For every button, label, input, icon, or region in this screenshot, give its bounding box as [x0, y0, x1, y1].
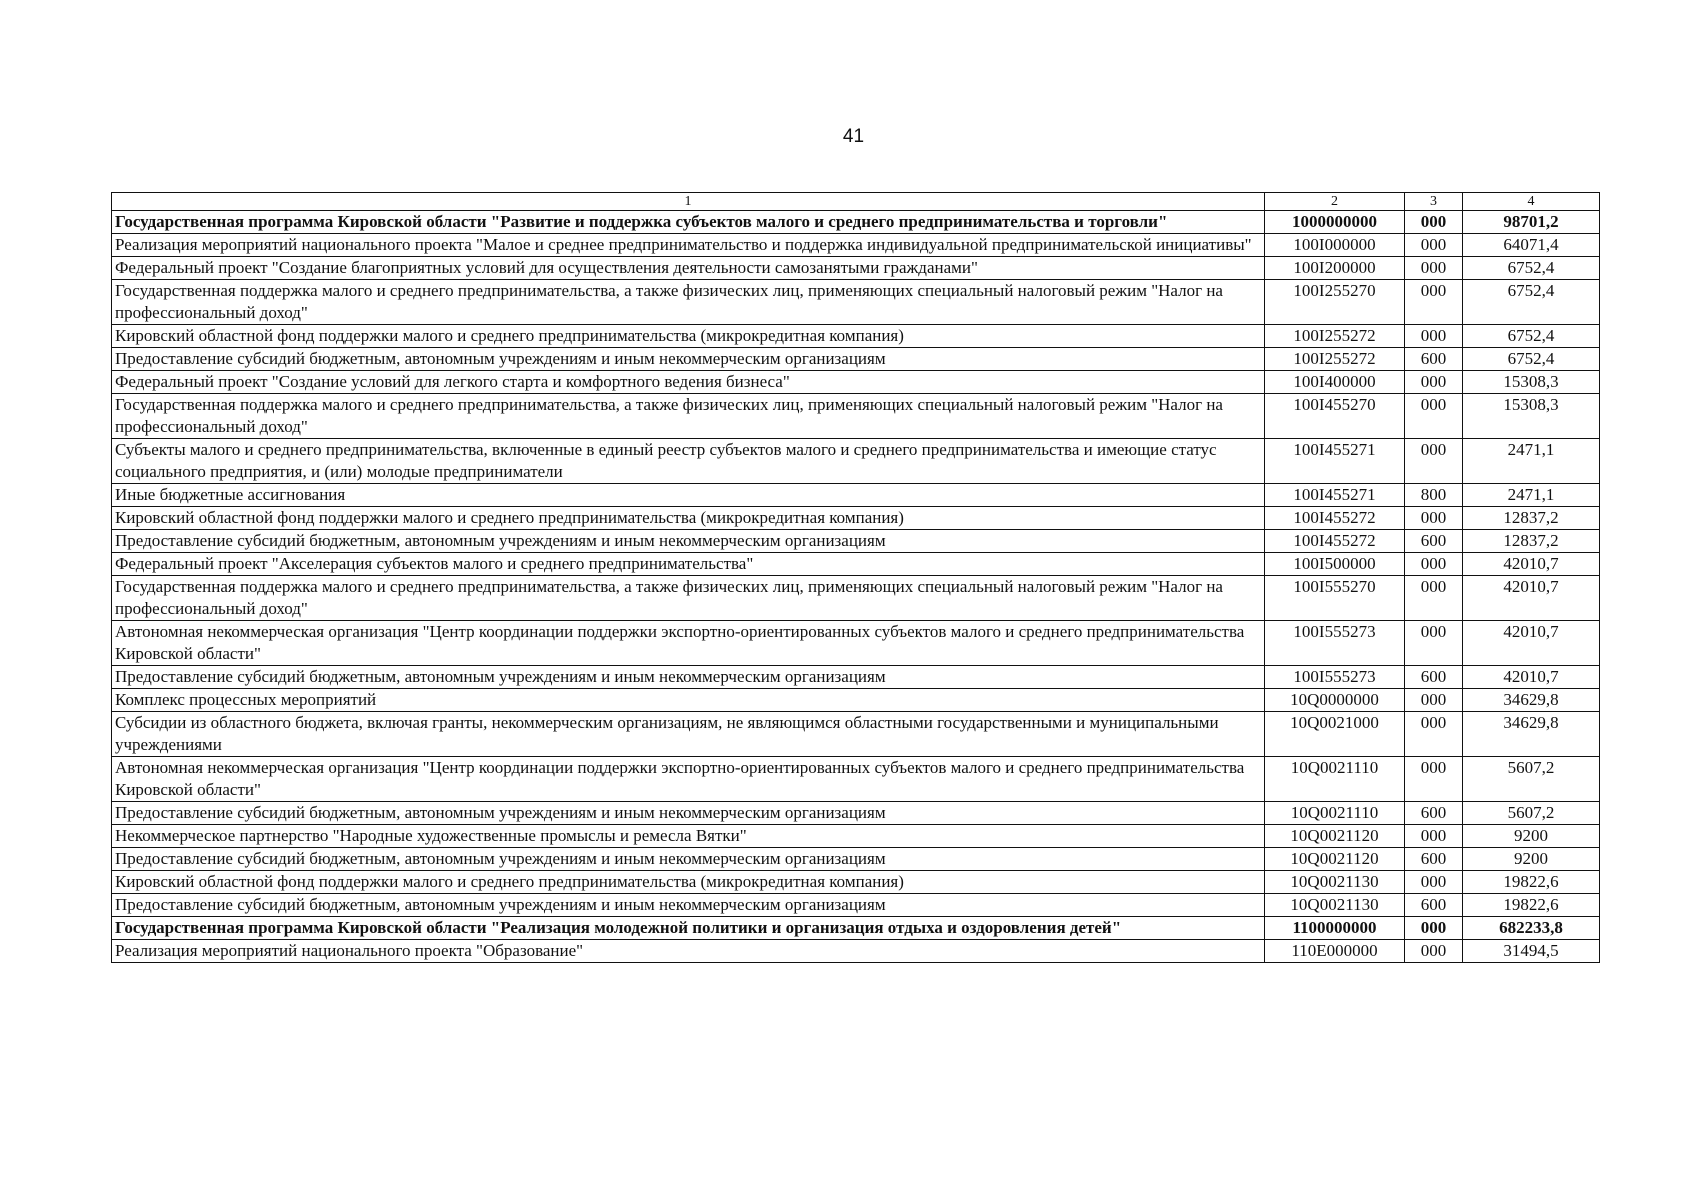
row-code: 100I255272 [1265, 348, 1405, 371]
table-row [112, 802, 1600, 825]
row-expense-type: 600 [1405, 894, 1463, 917]
table-row [112, 439, 1600, 484]
table-row [112, 507, 1600, 530]
table-header-row [112, 193, 1600, 211]
row-code: 10Q0021110 [1265, 757, 1405, 802]
row-code: 10Q0000000 [1265, 689, 1405, 712]
row-code: 100I000000 [1265, 234, 1405, 257]
table-row [112, 394, 1600, 439]
table-row [112, 484, 1600, 507]
row-amount: 6752,4 [1463, 257, 1600, 280]
row-code: 100I455270 [1265, 394, 1405, 439]
row-amount: 9200 [1463, 825, 1600, 848]
row-expense-type: 000 [1405, 712, 1463, 757]
table-row [112, 553, 1600, 576]
row-expense-type: 000 [1405, 371, 1463, 394]
table-row [112, 712, 1600, 757]
row-amount: 42010,7 [1463, 576, 1600, 621]
table-row [112, 825, 1600, 848]
row-code: 10Q0021120 [1265, 848, 1405, 871]
row-expense-type: 600 [1405, 666, 1463, 689]
row-amount: 682233,8 [1463, 917, 1600, 940]
row-name: Иные бюджетные ассигнования [112, 484, 1265, 507]
row-amount: 34629,8 [1463, 689, 1600, 712]
table-row [112, 871, 1600, 894]
row-amount: 64071,4 [1463, 234, 1600, 257]
row-expense-type: 000 [1405, 576, 1463, 621]
row-code: 100I255272 [1265, 325, 1405, 348]
row-name: Предоставление субсидий бюджетным, автономным учреждениям и иным некоммерческим организациям [112, 848, 1265, 871]
row-code: 100I255270 [1265, 280, 1405, 325]
column-header-2: 2 [1265, 193, 1405, 211]
row-name: Предоставление субсидий бюджетным, автономным учреждениям и иным некоммерческим организациям [112, 348, 1265, 371]
row-expense-type: 600 [1405, 348, 1463, 371]
row-expense-type: 000 [1405, 689, 1463, 712]
row-name: Федеральный проект "Создание условий для легкого старта и комфортного ведения бизнеса" [112, 371, 1265, 394]
row-name: Предоставление субсидий бюджетным, автономным учреждениям и иным некоммерческим организациям [112, 802, 1265, 825]
row-code: 10Q0021000 [1265, 712, 1405, 757]
row-code: 1000000000 [1265, 211, 1405, 234]
row-code: 100I455271 [1265, 484, 1405, 507]
row-expense-type: 000 [1405, 757, 1463, 802]
row-code: 100I555273 [1265, 621, 1405, 666]
row-amount: 5607,2 [1463, 802, 1600, 825]
table-row [112, 666, 1600, 689]
column-header-3: 3 [1405, 193, 1463, 211]
row-name: Федеральный проект "Акселерация субъектов малого и среднего предпринимательства" [112, 553, 1265, 576]
budget-table [111, 192, 1600, 963]
row-code: 100I500000 [1265, 553, 1405, 576]
row-expense-type: 000 [1405, 234, 1463, 257]
row-code: 100I400000 [1265, 371, 1405, 394]
table-row [112, 621, 1600, 666]
row-code: 10Q0021110 [1265, 802, 1405, 825]
row-name: Кировский областной фонд поддержки малого и среднего предпринимательства (микрокредитная компания) [112, 325, 1265, 348]
row-expense-type: 000 [1405, 917, 1463, 940]
table-row [112, 940, 1600, 963]
row-name: Субсидии из областного бюджета, включая гранты, некоммерческим организациям, не являющимся областными государственными и муниципальными учреждениями [112, 712, 1265, 757]
table-row [112, 757, 1600, 802]
row-name: Некоммерческое партнерство "Народные художественные промыслы и ремесла Вятки" [112, 825, 1265, 848]
row-code: 100I455272 [1265, 530, 1405, 553]
row-expense-type: 000 [1405, 507, 1463, 530]
row-name: Государственная программа Кировской области "Реализация молодежной политики и организация отдыха и оздоровления детей" [112, 917, 1265, 940]
row-name: Предоставление субсидий бюджетным, автономным учреждениям и иным некоммерческим организациям [112, 894, 1265, 917]
row-name: Федеральный проект "Создание благоприятных условий для осуществления деятельности самозанятыми гражданами" [112, 257, 1265, 280]
row-expense-type: 800 [1405, 484, 1463, 507]
row-amount: 2471,1 [1463, 439, 1600, 484]
row-expense-type: 600 [1405, 530, 1463, 553]
row-amount: 98701,2 [1463, 211, 1600, 234]
row-code: 100I455271 [1265, 439, 1405, 484]
row-expense-type: 000 [1405, 211, 1463, 234]
table-row [112, 848, 1600, 871]
row-code: 100I200000 [1265, 257, 1405, 280]
row-expense-type: 000 [1405, 940, 1463, 963]
row-name: Автономная некоммерческая организация "Центр координации поддержки экспортно-ориентированных субъектов малого и среднего предпринимательства Кировской области" [112, 621, 1265, 666]
row-name: Реализация мероприятий национального проекта "Образование" [112, 940, 1265, 963]
table-row [112, 530, 1600, 553]
row-name: Государственная поддержка малого и среднего предпринимательства, а также физических лиц, применяющих специальный налоговый режим "Налог на профессиональный доход" [112, 394, 1265, 439]
table-row [112, 211, 1600, 234]
row-amount: 15308,3 [1463, 371, 1600, 394]
row-amount: 6752,4 [1463, 280, 1600, 325]
row-expense-type: 000 [1405, 871, 1463, 894]
row-name: Реализация мероприятий национального проекта "Малое и среднее предпринимательство и поддержка индивидуальной предпринимательской инициативы" [112, 234, 1265, 257]
table-row [112, 257, 1600, 280]
row-amount: 42010,7 [1463, 621, 1600, 666]
row-amount: 15308,3 [1463, 394, 1600, 439]
column-header-1: 1 [112, 193, 1265, 211]
row-amount: 42010,7 [1463, 553, 1600, 576]
row-code: 1100000000 [1265, 917, 1405, 940]
row-name: Кировский областной фонд поддержки малого и среднего предпринимательства (микрокредитная компания) [112, 871, 1265, 894]
row-code: 10Q0021120 [1265, 825, 1405, 848]
row-expense-type: 000 [1405, 439, 1463, 484]
page-number: 41 [842, 126, 865, 147]
row-amount: 9200 [1463, 848, 1600, 871]
row-expense-type: 000 [1405, 280, 1463, 325]
row-code: 100I555273 [1265, 666, 1405, 689]
row-name: Кировский областной фонд поддержки малого и среднего предпринимательства (микрокредитная компания) [112, 507, 1265, 530]
row-expense-type: 000 [1405, 553, 1463, 576]
row-name: Комплекс процессных мероприятий [112, 689, 1265, 712]
row-amount: 12837,2 [1463, 530, 1600, 553]
row-expense-type: 000 [1405, 257, 1463, 280]
row-name: Государственная программа Кировской области "Развитие и поддержка субъектов малого и среднего предпринимательства и торговли" [112, 211, 1265, 234]
row-expense-type: 000 [1405, 825, 1463, 848]
table-row [112, 371, 1600, 394]
row-amount: 42010,7 [1463, 666, 1600, 689]
table-body [112, 211, 1600, 963]
row-expense-type: 000 [1405, 621, 1463, 666]
row-expense-type: 000 [1405, 325, 1463, 348]
row-code: 100I455272 [1265, 507, 1405, 530]
row-name: Автономная некоммерческая организация "Центр координации поддержки экспортно-ориентированных субъектов малого и среднего предпринимательства Кировской области" [112, 757, 1265, 802]
row-amount: 2471,1 [1463, 484, 1600, 507]
row-expense-type: 600 [1405, 848, 1463, 871]
row-name: Государственная поддержка малого и среднего предпринимательства, а также физических лиц, применяющих специальный налоговый режим "Налог на профессиональный доход" [112, 280, 1265, 325]
table-row [112, 234, 1600, 257]
row-expense-type: 600 [1405, 802, 1463, 825]
row-amount: 6752,4 [1463, 325, 1600, 348]
table-row [112, 917, 1600, 940]
row-amount: 6752,4 [1463, 348, 1600, 371]
table-row [112, 280, 1600, 325]
row-name: Субъекты малого и среднего предпринимательства, включенные в единый реестр субъектов малого и среднего предпринимательства и имеющие статус социального предприятия, и (или) молодые предприниматели [112, 439, 1265, 484]
row-name: Государственная поддержка малого и среднего предпринимательства, а также физических лиц, применяющих специальный налоговый режим "Налог на профессиональный доход" [112, 576, 1265, 621]
table-row [112, 689, 1600, 712]
row-amount: 5607,2 [1463, 757, 1600, 802]
row-amount: 19822,6 [1463, 894, 1600, 917]
row-amount: 34629,8 [1463, 712, 1600, 757]
table-row [112, 348, 1600, 371]
row-code: 10Q0021130 [1265, 871, 1405, 894]
row-code: 100I555270 [1265, 576, 1405, 621]
row-code: 110E000000 [1265, 940, 1405, 963]
row-expense-type: 000 [1405, 394, 1463, 439]
row-name: Предоставление субсидий бюджетным, автономным учреждениям и иным некоммерческим организациям [112, 666, 1265, 689]
column-header-4: 4 [1463, 193, 1600, 211]
table-row [112, 894, 1600, 917]
row-amount: 12837,2 [1463, 507, 1600, 530]
table-row [112, 576, 1600, 621]
row-amount: 19822,6 [1463, 871, 1600, 894]
table-row [112, 325, 1600, 348]
row-code: 10Q0021130 [1265, 894, 1405, 917]
row-name: Предоставление субсидий бюджетным, автономным учреждениям и иным некоммерческим организациям [112, 530, 1265, 553]
row-amount: 31494,5 [1463, 940, 1600, 963]
